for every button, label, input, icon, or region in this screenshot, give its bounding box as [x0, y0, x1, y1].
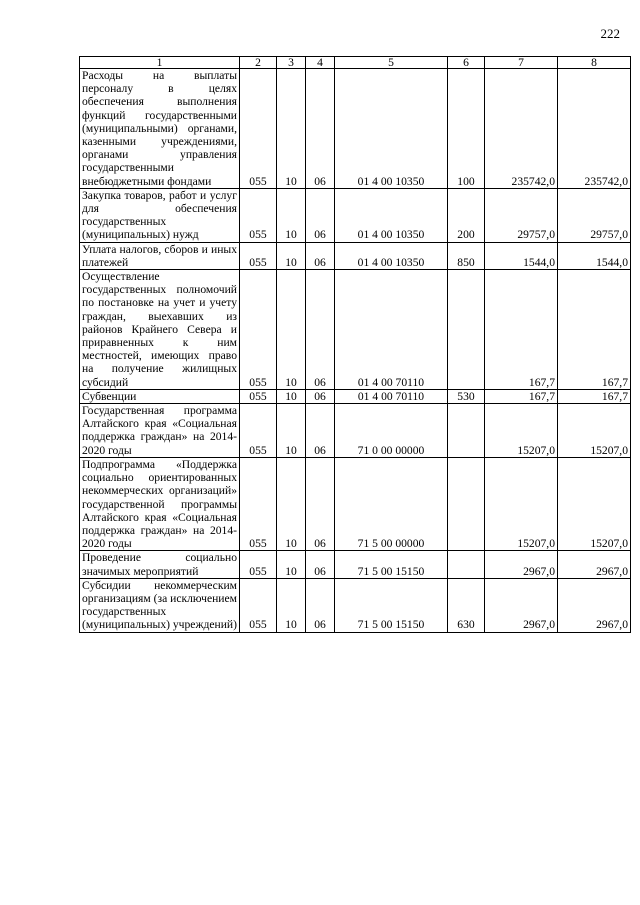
table-header-row: [80, 57, 631, 69]
cell-amount-8: 29757,0: [558, 188, 631, 242]
cell-target-article: 71 5 00 15150: [335, 551, 448, 578]
cell-amount-7: 2967,0: [485, 551, 558, 578]
cell-amount-8: 2967,0: [558, 551, 631, 578]
cell-subsection: 06: [306, 270, 335, 390]
cell-section: 10: [277, 404, 306, 458]
cell-target-article: 71 5 00 15150: [335, 578, 448, 632]
cell-target-article: 01 4 00 70110: [335, 389, 448, 403]
row-name: Расходы на выплаты персоналу в целях обеспечения выполнения функций государственными (муниципальными) органами, казенными учреждениями, органами управления государственными внебюджетными фондами: [80, 69, 240, 189]
column-header: 2: [240, 57, 277, 69]
column-header: 7: [485, 57, 558, 69]
row-name: Субсидии некоммерческим организациям (за исключением государственных (муниципальных) учреждений): [80, 578, 240, 632]
cell-ministry: 055: [240, 242, 277, 269]
cell-amount-7: 29757,0: [485, 188, 558, 242]
page-number: 222: [600, 26, 620, 41]
cell-amount-8: 2967,0: [558, 578, 631, 632]
cell-expense-type: [448, 457, 485, 550]
cell-expense-type: [448, 404, 485, 458]
column-header: 4: [306, 57, 335, 69]
cell-amount-8: 167,7: [558, 389, 631, 403]
column-header: 1: [80, 57, 240, 69]
cell-subsection: 06: [306, 404, 335, 458]
row-name: Подпрограмма «Поддержка социально ориентированных некоммерческих организаций» государственной программы Алтайского края «Социальная поддержка граждан» на 2014-2020 годы: [80, 457, 240, 550]
cell-amount-7: 1544,0: [485, 242, 558, 269]
cell-section: 10: [277, 551, 306, 578]
cell-target-article: 01 4 00 10350: [335, 188, 448, 242]
cell-target-article: 01 4 00 10350: [335, 69, 448, 189]
row-name: Осуществление государственных полномочий по постановке на учет и учету граждан, выехавших из районов Крайнего Севера и приравненных к ним местностей, имеющих право на получение жилищных субсидий: [80, 270, 240, 390]
cell-ministry: 055: [240, 389, 277, 403]
cell-expense-type: 200: [448, 188, 485, 242]
cell-subsection: 06: [306, 389, 335, 403]
cell-ministry: 055: [240, 404, 277, 458]
table-row: [80, 69, 631, 189]
cell-amount-7: 167,7: [485, 389, 558, 403]
cell-ministry: 055: [240, 188, 277, 242]
cell-expense-type: 630: [448, 578, 485, 632]
cell-amount-8: 235742,0: [558, 69, 631, 189]
row-name: Проведение социально значимых мероприятий: [80, 551, 240, 578]
cell-section: 10: [277, 578, 306, 632]
cell-subsection: 06: [306, 578, 335, 632]
row-name: Уплата налогов, сборов и иных платежей: [80, 242, 240, 269]
table-row: [80, 457, 631, 550]
cell-amount-7: 2967,0: [485, 578, 558, 632]
table-row: [80, 389, 631, 403]
table-row: [80, 270, 631, 390]
cell-expense-type: [448, 270, 485, 390]
column-header: 6: [448, 57, 485, 69]
cell-expense-type: [448, 551, 485, 578]
column-header: 8: [558, 57, 631, 69]
cell-target-article: 71 0 00 00000: [335, 404, 448, 458]
cell-ministry: 055: [240, 551, 277, 578]
cell-amount-7: 15207,0: [485, 457, 558, 550]
cell-amount-8: 1544,0: [558, 242, 631, 269]
column-header: 5: [335, 57, 448, 69]
cell-target-article: 71 5 00 00000: [335, 457, 448, 550]
cell-ministry: 055: [240, 457, 277, 550]
cell-subsection: 06: [306, 242, 335, 269]
cell-expense-type: 850: [448, 242, 485, 269]
cell-amount-7: 235742,0: [485, 69, 558, 189]
table-row: [80, 242, 631, 269]
cell-amount-8: 167,7: [558, 270, 631, 390]
cell-target-article: 01 4 00 10350: [335, 242, 448, 269]
cell-subsection: 06: [306, 457, 335, 550]
cell-expense-type: 100: [448, 69, 485, 189]
table-row: [80, 404, 631, 458]
cell-amount-8: 15207,0: [558, 404, 631, 458]
row-name: Закупка товаров, работ и услуг для обеспечения государственных (муниципальных) нужд: [80, 188, 240, 242]
cell-amount-8: 15207,0: [558, 457, 631, 550]
budget-table: [79, 56, 631, 633]
cell-ministry: 055: [240, 270, 277, 390]
cell-section: 10: [277, 389, 306, 403]
cell-section: 10: [277, 188, 306, 242]
cell-section: 10: [277, 69, 306, 189]
cell-amount-7: 167,7: [485, 270, 558, 390]
cell-subsection: 06: [306, 69, 335, 189]
row-name: Государственная программа Алтайского края «Социальная поддержка граждан» на 2014-2020 годы: [80, 404, 240, 458]
cell-section: 10: [277, 242, 306, 269]
cell-ministry: 055: [240, 578, 277, 632]
cell-amount-7: 15207,0: [485, 404, 558, 458]
cell-expense-type: 530: [448, 389, 485, 403]
table-row: [80, 551, 631, 578]
cell-subsection: 06: [306, 188, 335, 242]
cell-target-article: 01 4 00 70110: [335, 270, 448, 390]
cell-ministry: 055: [240, 69, 277, 189]
column-header: 3: [277, 57, 306, 69]
row-name: Субвенции: [80, 389, 240, 403]
table-row: [80, 578, 631, 632]
cell-section: 10: [277, 457, 306, 550]
table-row: [80, 188, 631, 242]
cell-section: 10: [277, 270, 306, 390]
cell-subsection: 06: [306, 551, 335, 578]
